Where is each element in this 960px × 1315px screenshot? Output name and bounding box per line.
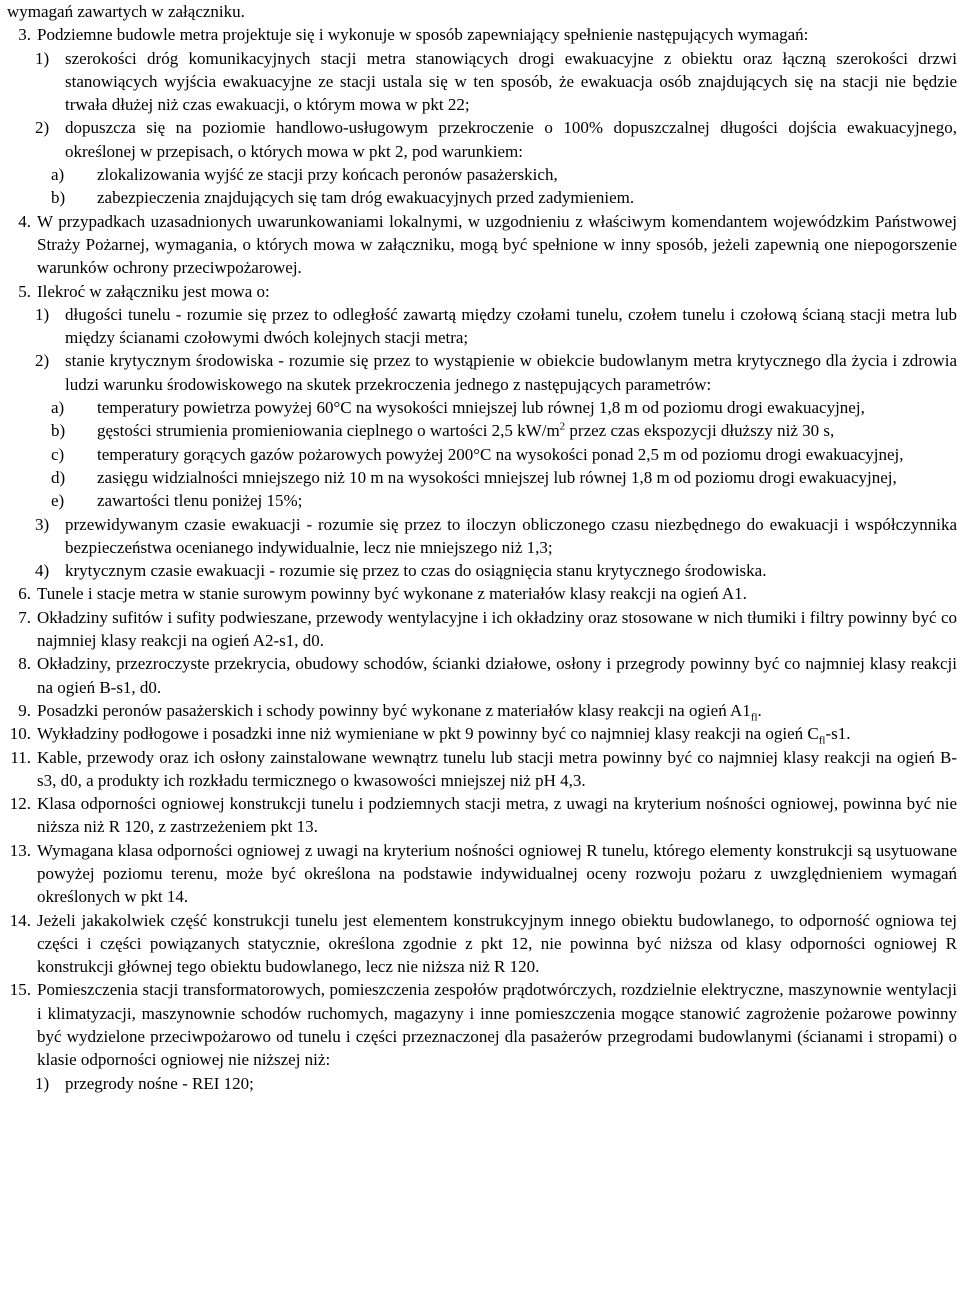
paragraph-number: 10. [9,724,31,744]
sub-item-letter: e) [51,491,65,511]
paragraph-text: Wymagana klasa odporności ogniowej z uwagi na kryterium nośności ogniowej R tunelu, którego elementy konstrukcji są usytuowane powyżej poziomu terenu, może być określona na podstawie indywidualnej oceny rozwoju pożaru z uwzględnieniem wymagań określonych w pkt 14. [37,840,957,907]
sub-item [51,489,957,512]
list-item [35,1072,957,1095]
item-number: 2) [35,118,50,138]
paragraph-text: Ilekroć w załączniku jest mowa o: [37,281,270,301]
sub-item [51,163,957,186]
paragraph-4 [7,210,957,280]
paragraph-number: 15. [9,980,31,1000]
sub-item-letter: a) [51,165,65,185]
paragraph-text: Okładziny, przezroczyste przekrycia, obudowy schodów, ścianki działowe, osłony i przegrody powinny być co najmniej klasy reakcji na ogień B-s1, d0. [37,654,957,697]
item-text: długości tunelu - rozumie się przez to odległość zawartą między czołami tunelu, czołem tunelu i czołową ścianą stacji metra lub między ścianami czołowymi dwóch kolejnych stacji metra; [65,304,957,348]
item-number: 1) [35,304,50,324]
paragraph-text: Pomieszczenia stacji transformatorowych, pomieszczenia zespołów prądotwórczych, rozdzielnie elektryczne, maszynownie wentylacji i klimatyzacji, maszynownie schodów ruchomych, magazyny i inne pomieszczenia mogące stanowić zagrożenie pożarowe powinny być wydzielone przeciwpożarowo od tunelu i części przeznaczonej dla pasażerów przegrodami budowlanymi (ścianami i stropami) o klasie odporności ogniowej nie niższej niż: [37,980,957,1070]
paragraph-6 [7,582,957,605]
paragraph-text: Klasa odporności ogniowej konstrukcji tunelu i podziemnych stacji metra, z uwagi na kryterium nośności ogniowej, powinna być nie niższa niż R 120, z zastrzeżeniem pkt 13. [37,794,957,837]
item-number: 1) [35,48,50,68]
paragraph-number: 11. [10,747,31,767]
item-number: 4) [35,561,50,581]
subscript: fl [818,734,826,747]
paragraph-number: 4. [18,211,31,231]
sub-item-text: temperatury gorących gazów pożarowych powyżej 200°C na wysokości ponad 2,5 m od poziomu drogi ewakuacyjnej, [97,444,904,464]
paragraph-text: Jeżeli jakakolwiek część konstrukcji tunelu jest elementem konstrukcyjnym innego obiektu budowlanego, to odporność ogniowa tej części i części powiązanych statycznie, określona zgodnie z pkt 12, nie powinna być niższa od klasy odporności ogniowej R konstrukcji głównej tego obiektu budowlanego, lecz nie niższa niż R 120. [37,910,957,977]
paragraph-12 [7,792,957,839]
paragraph-text: Okładziny sufitów i sufity podwieszane, przewody wentylacyjne i ich okładziny oraz stosowane w nich tłumiki i filtry powinny być co najmniej klasy reakcji na ogień A2-s1, d0. [37,607,957,651]
paragraph-number: 5. [18,281,31,301]
paragraph-text: W przypadkach uzasadnionych uwarunkowaniami lokalnymi, w uzgodnieniu z właściwym komendantem wojewódzkim Państwowej Straży Pożarnej, wymagania, o których mowa w załączniku, mogą być spełnione w inny sposób, jeżeli zapewnią one niepogorszenie warunków ochrony przeciwpożarowej. [37,211,957,278]
sub-item-letter: b) [51,188,66,208]
paragraph-number: 7. [18,607,31,627]
text-segment: Posadzki peronów pasażerskich i schody powinny być wykonane z materiałów klasy reakcji na ogień A1 [37,700,751,720]
paragraph-15 [7,978,957,1071]
paragraph-11 [7,746,957,793]
list-item [35,116,957,163]
paragraph-8 [7,652,957,699]
paragraph-7 [7,606,957,653]
text-segment: przez czas ekspozycji dłuższy niż 30 s, [565,421,835,441]
sub-item-text: zlokalizowania wyjść ze stacji przy końcach peronów pasażerskich, [97,165,558,185]
text-segment: -s1. [825,724,851,744]
sub-item [51,419,957,442]
subscript: fl [750,711,758,724]
paragraph-number: 6. [18,584,31,604]
item-number: 2) [35,351,50,371]
item-text: przewidywanym czasie ewakuacji - rozumie się przez to iloczyn obliczonego czasu niezbędnego do ewakuacji i współczynnika bezpieczeństwa ocenianego indywidualnie, lecz nie mniejszego niż 1,3; [65,514,957,557]
paragraph-number: 12. [9,794,31,814]
paragraph-text: Podziemne budowle metra projektuje się i wykonuje w sposób zapewniający spełnienie następujących wymagań: [37,25,809,45]
sub-item-letter: a) [51,398,65,418]
sub-item-letter: b) [51,421,66,441]
sub-item [51,396,957,419]
paragraph-text: Kable, przewody oraz ich osłony zainstalowane wewnątrz tunelu lub stacji metra powinny być co najmniej klasy reakcji na ogień B-s3, d0, a produkty ich rozkładu termicznego o kwasowości mniejszej niż pH 4,3. [37,747,957,790]
sub-item-text: zawartości tlenu poniżej 15%; [97,491,303,511]
paragraph-10 [7,722,957,745]
paragraph-9 [7,699,957,722]
sub-item [51,443,957,466]
paragraph-text: Tunele i stacje metra w stanie surowym powinny być wykonane z materiałów klasy reakcji na ogień A1. [37,584,747,604]
item-text: stanie krytycznym środowiska - rozumie się przez to wystąpienie w obiekcie budowlanym metra krytycznego dla życia i zdrowia ludzi warunku środowiskowego na skutek przekroczenia jednego z następujących parametrów: [65,351,957,394]
sub-item [51,186,957,209]
list-item [35,559,957,582]
sub-item-letter: c) [51,444,65,464]
text-segment: gęstości strumienia promieniowania cieplnego o wartości 2,5 kW/m [97,421,560,441]
list-item [35,47,957,117]
paragraph-number: 8. [18,654,31,674]
text-segment: Wykładziny podłogowe i posadzki inne niż wymieniane w pkt 9 powinny być co najmniej klasy reakcji na ogień C [37,724,819,744]
paragraph-text [37,722,957,745]
intro-line: wymagań zawartych w załączniku. [7,2,245,21]
paragraph-5 [7,280,957,303]
list-item [35,303,957,350]
paragraph-number: 9. [18,700,31,720]
sub-item-letter: d) [51,467,66,487]
sub-item-text: zabezpieczenia znajdujących się tam dróg ewakuacyjnych przed zadymieniem. [97,188,635,208]
item-text: przegrody nośne - REI 120; [65,1073,254,1093]
list-item [35,513,957,560]
sub-item [51,466,957,489]
paragraph-3 [7,23,957,46]
list-item [35,349,957,396]
paragraph-text [37,699,957,722]
item-text: szerokości dróg komunikacyjnych stacji metra stanowiących drogi ewakuacyjne z obiektu oraz łączną szerokości drzwi stanowiących wyjścia ewakuacyjne ze stacji ustala się w ten sposób, że ewakuacja osób znajdujących się na stacji nie będzie trwała dłużej niż czas ewakuacji, o którym mowa w pkt 22; [65,48,957,115]
item-text: krytycznym czasie ewakuacji - rozumie się przez to czas do osiągnięcia stanu krytycznego środowiska. [65,561,767,581]
superscript: 2 [559,420,566,433]
paragraph-14 [7,909,957,979]
sub-item-text: temperatury powietrza powyżej 60°C na wysokości mniejszej lub równej 1,8 m od poziomu drogi ewakuacyjnej, [97,398,865,418]
item-text: dopuszcza się na poziomie handlowo-usługowym przekroczenie o 100% dopuszczalnej długości dojścia ewakuacyjnego, określonej w przepisach, o których mowa w pkt 2, pod warunkiem: [65,118,957,161]
paragraph-13 [7,839,957,909]
paragraph-number: 14. [9,910,31,930]
paragraph-number: 3. [18,25,31,45]
sub-item-text: zasięgu widzialności mniejszego niż 10 m na wysokości mniejszej lub równej 1,8 m od poziomu drogi ewakuacyjnej, [97,467,897,487]
item-number: 1) [35,1073,50,1093]
text-segment: . [757,700,762,720]
item-number: 3) [35,514,50,534]
paragraph-number: 13. [9,840,31,860]
sub-item-text [97,419,957,442]
